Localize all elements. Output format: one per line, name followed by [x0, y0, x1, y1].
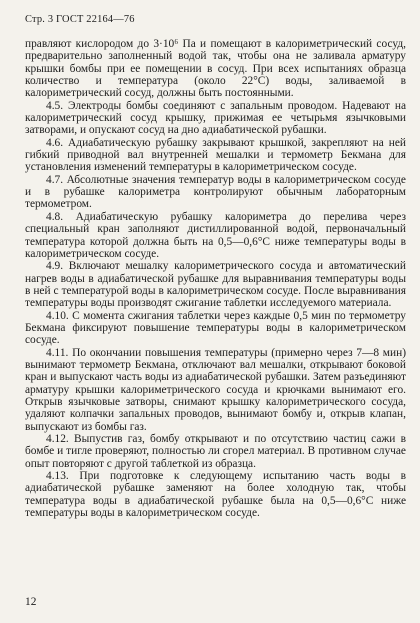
document-body [25, 38, 406, 519]
page-header: Стр. 3 ГОСТ 22164—76 [25, 14, 135, 25]
paragraph-4-12: 4.12. Выпустив газ, бомбу открывают и по отсутствию частиц сажи в бомбе и тигле проверяют, полностью ли сгорел материал. В противном случае опыт повторяют с другой таблеткой из образца. [25, 433, 406, 470]
paragraph-continuation: правляют кислородом до 3·10⁶ Па и помещают в калориметрический сосуд, предварительно заполненный водой так, чтобы она не заливала арматуру крышки бомбы при ее помещении в сосуд. При всех испытаниях образца количество и температура (около 22°С) воды, заливаемой в калориметрический сосуд, должны быть постоянными. [25, 38, 406, 100]
paragraph-4-8: 4.8. Адиабатическую рубашку калориметра до перелива через специальный кран заполняют дистиллированной водой, первоначальный температура которой должна быть на 0,5—0,6°С ниже температуры воды в калориметрическом сосуде. [25, 210, 406, 260]
paragraph-4-7: 4.7. Абсолютные значения температур воды в калориметрическом сосуде и в рубашке калориметра контролируют обычным лабораторным термометром. [25, 173, 406, 211]
paragraph-4-5: 4.5. Электроды бомбы соединяют с запальным проводом. Надевают на калориметрический сосуд крышку, прижимая ее четырьмя язычковыми затворами, и опускают сосуд на дно адиабатической рубашки. [25, 99, 406, 137]
paragraph-4-13: 4.13. При подготовке к следующему испытанию часть воды в адиабатической рубашке заменяют на более холодную так, чтобы температура воды в адиабатической рубашке была на 0,5—0,6°С ниже температуры воды в калориметрическом сосуде. [25, 470, 406, 520]
paragraph-4-6: 4.6. Адиабатическую рубашку закрывают крышкой, закрепляют на ней гибкий приводной вал внутренней мешалки и термометр Бекмана для установления изменений температуры в калориметрическом сосуде. [25, 136, 406, 174]
paragraph-4-9: 4.9. Включают мешалку калориметрического сосуда и автоматический нагрев воды в адиабатической рубашке для выравнивания температуры воды в ней с температурой воды в калориметрическом сосуде. После выравнивания температуры воды производят сжигание таблетки исследуемого материала. [25, 260, 406, 310]
page-number: 12 [25, 596, 37, 608]
paragraph-4-10: 4.10. С момента сжигания таблетки через каждые 0,5 мин по термометру Бекмана фиксируют повышение температуры воды в калориметрическом сосуде. [25, 309, 406, 347]
paragraph-4-11: 4.11. По окончании повышения температуры (примерно через 7—8 мин) вынимают термометр Бекмана, отключают вал мешалки, открывают боковой кран и выпускают часть воды из адиабатической рубашки. Затем разъединяют арматуру крышки калориметрического сосуда и крючками вынимают его. Открыв язычковые затворы, снимают крышку калориметрического сосуда, удаляют колпачки запальных проводов, вынимают бомбу и, открыв клапан, выпускают из бомбы газ. [25, 346, 406, 433]
